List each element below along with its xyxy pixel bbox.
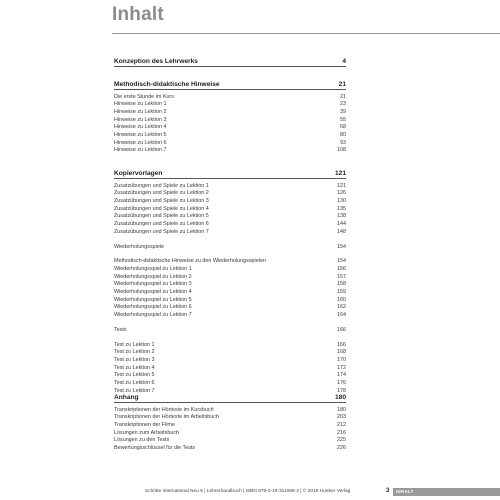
toc-entry-label: Bewertungsschlüssel für die Tests xyxy=(114,445,196,452)
toc-entry-page: 23 xyxy=(340,101,346,108)
toc-entry-page: 148 xyxy=(337,228,346,235)
toc-section-divider xyxy=(114,89,346,90)
toc-entry-page: 166 xyxy=(337,341,346,348)
toc-section-page: 121 xyxy=(334,169,346,177)
toc-entry-label: Test zu Lektion 4 xyxy=(114,364,155,371)
toc-section-heading xyxy=(114,392,346,402)
toc-section-title: Methodisch-didaktische Hinweise xyxy=(114,80,220,88)
toc-entry xyxy=(114,371,346,379)
toc-entry xyxy=(114,304,346,312)
toc-entry-page: 108 xyxy=(337,147,346,154)
toc-entry xyxy=(114,258,346,266)
toc-entry xyxy=(114,437,346,445)
toc-entry xyxy=(114,243,346,251)
toc-entry-label: Transkriptionen der Hörtexte im Kursbuch xyxy=(114,406,214,413)
toc-entry-label: Lösungen zum Arbeitsbuch xyxy=(114,429,180,436)
toc-entry-page: 180 xyxy=(337,406,346,413)
toc-entry-page: 168 xyxy=(337,349,346,356)
toc-section-page: 4 xyxy=(342,57,346,65)
toc-entry xyxy=(114,273,346,281)
toc-entry xyxy=(114,429,346,437)
toc-entry-label: Wiederholungsspiel zu Lektion 1 xyxy=(114,266,192,273)
footer-page-number: 3 xyxy=(386,488,390,494)
toc-entry-label: Hinweise zu Lektion 2 xyxy=(114,109,167,116)
toc-entry xyxy=(114,124,346,132)
toc-entry-page: 154 xyxy=(337,243,346,250)
toc-entry-page: 159 xyxy=(337,288,346,295)
toc-entry-page: 130 xyxy=(337,198,346,205)
toc-section-heading xyxy=(114,56,346,66)
toc-entry-label: Zusatzübungen und Spiele zu Lektion 6 xyxy=(114,221,209,228)
toc-entry-label: Hinweise zu Lektion 6 xyxy=(114,139,167,146)
toc-entry xyxy=(114,228,346,236)
toc-entry-page: 68 xyxy=(340,124,346,131)
toc-entry-page: 216 xyxy=(337,429,346,436)
toc-entry xyxy=(114,213,346,221)
toc-entry-label: Wiederholungsspiel zu Lektion 3 xyxy=(114,281,192,288)
toc-section-heading xyxy=(114,168,346,178)
toc-entry xyxy=(114,108,346,116)
toc-entry-label: Hinweise zu Lektion 3 xyxy=(114,116,167,123)
toc-entry xyxy=(114,341,346,349)
toc-entry-page: 203 xyxy=(337,414,346,421)
toc-entry-page: 174 xyxy=(337,372,346,379)
toc-entry-page: 160 xyxy=(337,296,346,303)
toc-entry-label: Wiederholungsspiel zu Lektion 5 xyxy=(114,296,192,303)
toc-entry-label: Wiederholungsspiel zu Lektion 6 xyxy=(114,304,192,311)
toc-entry-page: 212 xyxy=(337,422,346,429)
page-footer xyxy=(0,488,500,497)
toc-entry-label: Zusatzübungen und Spiele zu Lektion 3 xyxy=(114,198,209,205)
toc-section-title: Anhang xyxy=(114,393,139,401)
toc-entry-label: Hinweise zu Lektion 4 xyxy=(114,124,167,131)
toc-entry-label: Zusatzübungen und Spiele zu Lektion 2 xyxy=(114,190,209,197)
toc-entry xyxy=(114,220,346,228)
toc-entry-label: Wiederholungsspiel zu Lektion 4 xyxy=(114,288,192,295)
toc-entry xyxy=(114,406,346,414)
toc-entry xyxy=(114,101,346,109)
toc-entry xyxy=(114,421,346,429)
toc-entry xyxy=(114,379,346,387)
toc-entry-page: 226 xyxy=(337,445,346,452)
footer-section-tab: INHALT xyxy=(393,488,500,496)
toc-entry xyxy=(114,356,346,364)
toc-section-divider xyxy=(114,178,346,179)
toc-entry-page: 21 xyxy=(340,93,346,100)
toc-entry-page: 144 xyxy=(337,221,346,228)
toc-entry-page: 170 xyxy=(337,356,346,363)
toc-entry-label: Transkriptionen der Filme xyxy=(114,422,175,429)
toc-section-page: 21 xyxy=(338,80,346,88)
toc-entry-page: 39 xyxy=(340,109,346,116)
toc-entry-label: Hinweise zu Lektion 5 xyxy=(114,132,167,139)
toc-section-divider xyxy=(114,402,346,403)
toc-entry xyxy=(114,288,346,296)
toc-entry-page: 157 xyxy=(337,273,346,280)
toc-entry xyxy=(114,444,346,452)
toc-entry-label: Zusatzübungen und Spiele zu Lektion 4 xyxy=(114,205,209,212)
toc-section-title: Kopiervorlagen xyxy=(114,169,163,177)
title-divider xyxy=(112,33,500,34)
toc-section-title: Konzeption des Lehrwerks xyxy=(114,57,198,65)
toc-entry xyxy=(114,93,346,101)
toc-entry-page: 126 xyxy=(337,190,346,197)
toc-entry xyxy=(114,147,346,155)
toc-entry-label: Transkriptionen der Hörtexte im Arbeitsbuch xyxy=(114,414,219,421)
toc-entry xyxy=(114,131,346,139)
toc-entry-label: Test zu Lektion 6 xyxy=(114,379,155,386)
toc-entry-label: Wiederholungsspiel zu Lektion 7 xyxy=(114,311,192,318)
toc-entry-page: 138 xyxy=(337,213,346,220)
toc-entry-label: Zusatzübungen und Spiele zu Lektion 5 xyxy=(114,213,209,220)
toc-section-divider xyxy=(114,66,346,67)
toc-entry-page: 164 xyxy=(337,311,346,318)
toc-entry-label: Tests xyxy=(114,326,127,333)
toc-entry xyxy=(114,190,346,198)
toc-entry-page: 225 xyxy=(337,437,346,444)
toc-entry xyxy=(114,265,346,273)
footer-imprint: Schritte international Neu 5 | Lehrerhandbuch | ISBN 978-3-19-311086-2 | © 2019 Hueber Verlag xyxy=(145,489,351,494)
toc-entry-label: Wiederholungsspiele xyxy=(114,243,165,250)
toc-entry xyxy=(114,205,346,213)
toc-entry-label: Die erste Stunde im Kurs xyxy=(114,93,174,100)
toc-entry-label: Test zu Lektion 5 xyxy=(114,372,155,379)
toc-entry-label: Methodisch-didaktische Hinweise zu den Wiederholungsspielen xyxy=(114,258,266,265)
toc-entry-page: 121 xyxy=(337,182,346,189)
toc-entry xyxy=(114,182,346,190)
toc-entry-page: 93 xyxy=(340,139,346,146)
toc-entry xyxy=(114,326,346,334)
toc-entry-page: 55 xyxy=(340,116,346,123)
toc-section-page: 180 xyxy=(334,393,346,401)
toc-entry xyxy=(114,311,346,319)
toc-entry-label: Zusatzübungen und Spiele zu Lektion 7 xyxy=(114,228,209,235)
toc-entry-label: Hinweise zu Lektion 1 xyxy=(114,101,167,108)
toc-entry xyxy=(114,281,346,289)
toc-entry-label: Lösungen zu den Tests xyxy=(114,437,170,444)
toc-entry-label: Hinweise zu Lektion 7 xyxy=(114,147,167,154)
toc-entry xyxy=(114,139,346,147)
toc-entry-page: 156 xyxy=(337,266,346,273)
toc-entry-page: 172 xyxy=(337,364,346,371)
toc-entry-label: Zusatzübungen und Spiele zu Lektion 1 xyxy=(114,182,209,189)
toc-entry-page: 166 xyxy=(337,326,346,333)
toc-entry-label: Wiederholungsspiel zu Lektion 2 xyxy=(114,273,192,280)
toc-entry-page: 135 xyxy=(337,205,346,212)
toc-entry-label: Test zu Lektion 2 xyxy=(114,349,155,356)
toc-entry xyxy=(114,197,346,205)
page-title: Inhalt xyxy=(112,4,164,25)
toc-entry-label: Test zu Lektion 1 xyxy=(114,341,155,348)
toc-section-heading xyxy=(114,79,346,89)
toc-entry-page: 162 xyxy=(337,304,346,311)
toc-entry-page: 80 xyxy=(340,132,346,139)
toc-entry xyxy=(114,414,346,422)
toc-entry-page: 154 xyxy=(337,258,346,265)
toc-entry-label: Test zu Lektion 3 xyxy=(114,356,155,363)
toc-entry xyxy=(114,296,346,304)
toc-entry-page: 178 xyxy=(337,387,346,394)
toc-entry xyxy=(114,116,346,124)
toc-entry xyxy=(114,364,346,372)
toc-entry-page: 158 xyxy=(337,281,346,288)
toc-entry-page: 176 xyxy=(337,379,346,386)
toc-entry xyxy=(114,349,346,357)
toc-entry-label: Test zu Lektion 7 xyxy=(114,387,155,394)
